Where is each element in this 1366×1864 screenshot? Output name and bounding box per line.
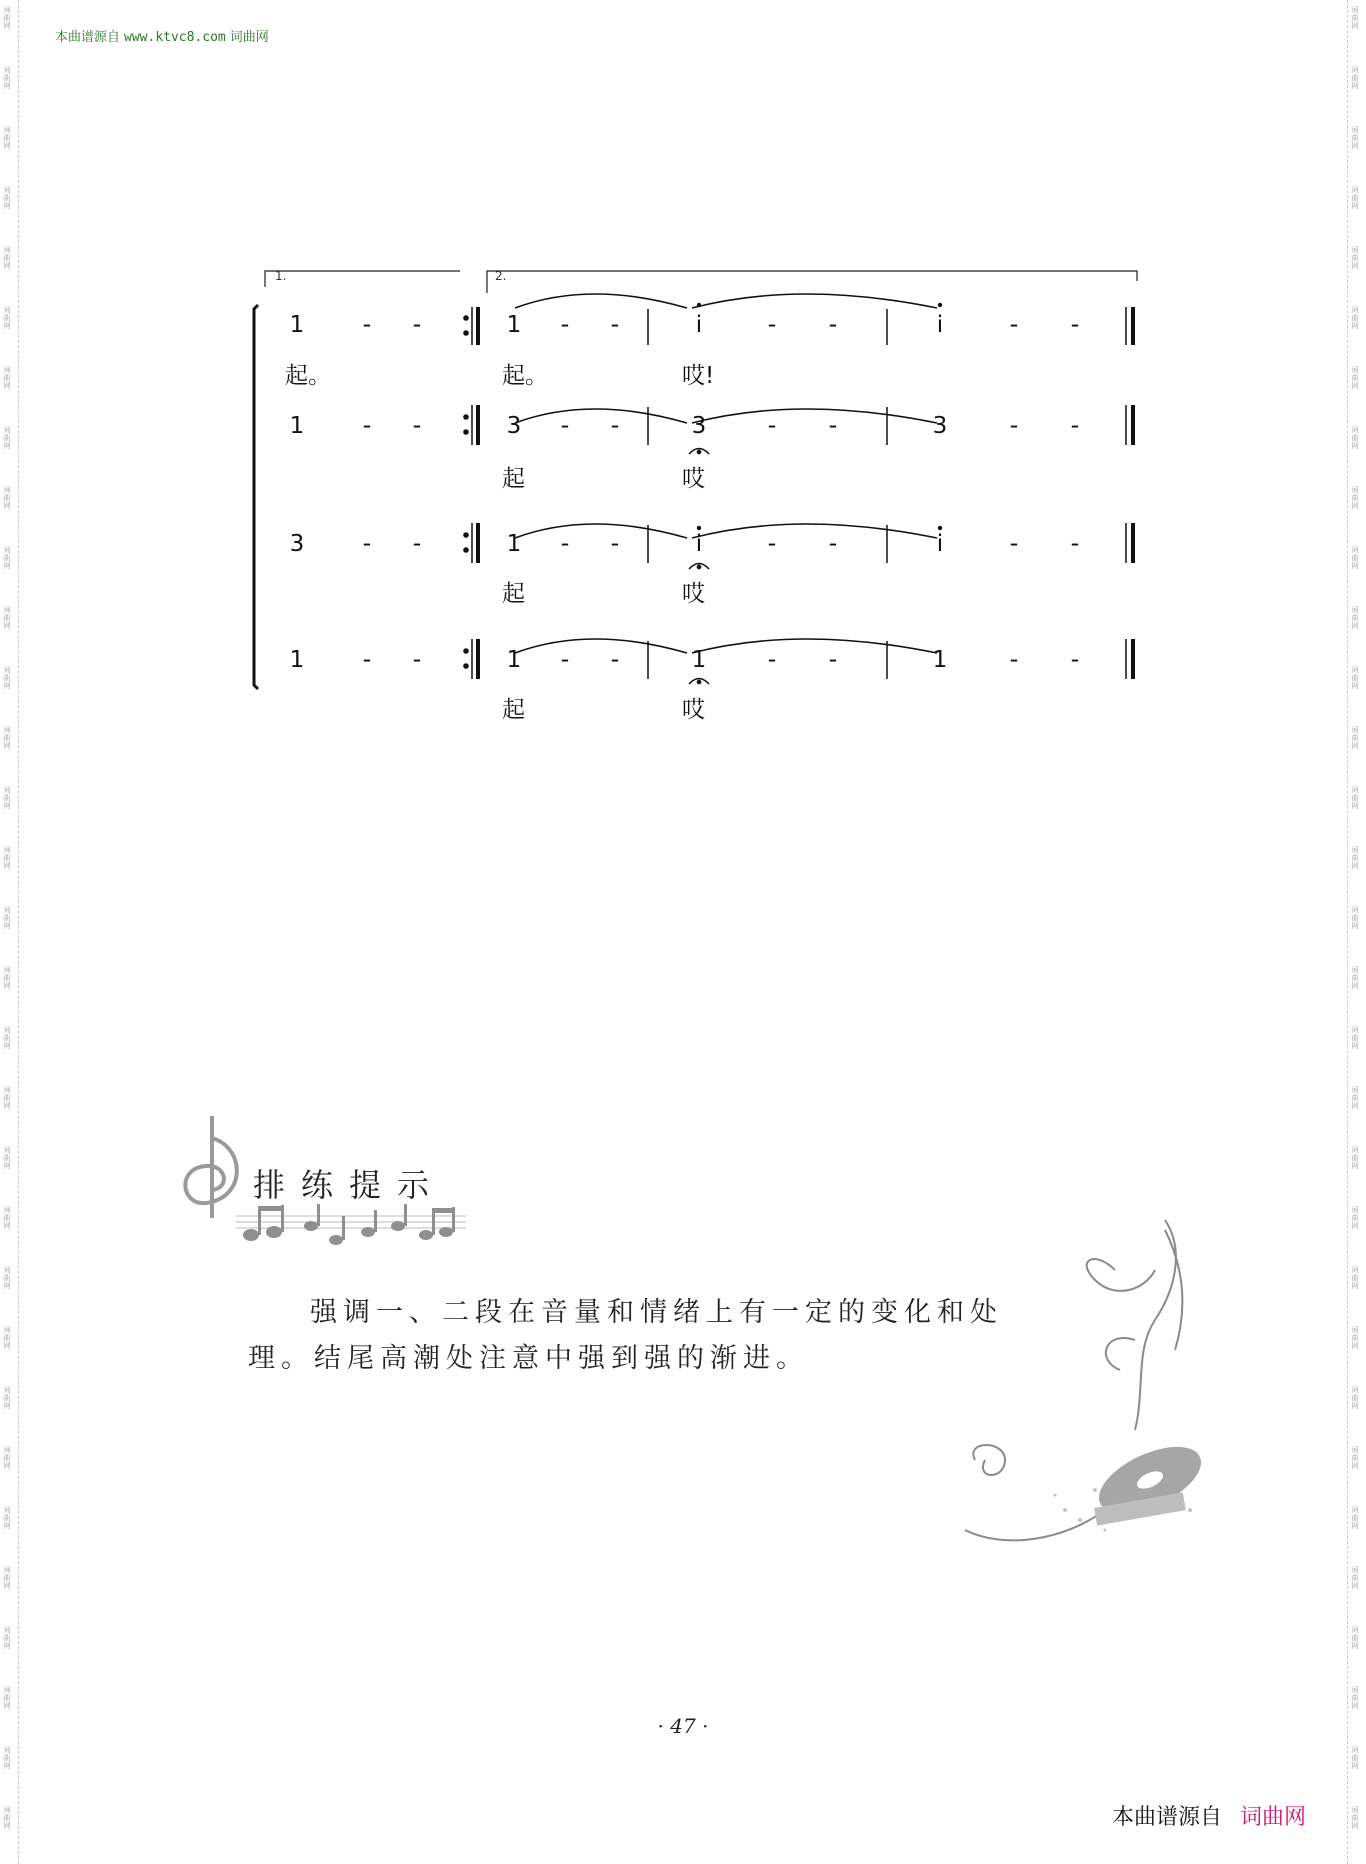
dash: - bbox=[412, 310, 422, 338]
side-watermark-mark: 词曲网 bbox=[3, 1566, 11, 1590]
side-watermark-mark: 词曲网 bbox=[3, 1146, 11, 1170]
lyric: 起 bbox=[502, 697, 525, 723]
volta-1-label: 1. bbox=[275, 269, 287, 283]
lyric: 起 bbox=[502, 466, 525, 492]
side-watermark-mark: 词曲网 bbox=[3, 426, 11, 450]
side-watermark-mark: 词曲网 bbox=[3, 786, 11, 810]
header-site-name: 词曲网 bbox=[229, 30, 269, 45]
dash: - bbox=[412, 411, 422, 439]
tips-title: 排练提示 bbox=[253, 1166, 446, 1204]
side-watermark-mark: 词曲网 bbox=[1351, 1506, 1359, 1530]
lyric: 起。 bbox=[502, 363, 548, 389]
dash: - bbox=[828, 645, 838, 673]
side-watermark-mark: 词曲网 bbox=[3, 846, 11, 870]
volta-2-bracket bbox=[487, 271, 1137, 293]
side-watermark-mark: 词曲网 bbox=[1351, 126, 1359, 150]
side-watermark-mark: 词曲网 bbox=[1351, 606, 1359, 630]
side-watermark-mark: 词曲网 bbox=[3, 1686, 11, 1710]
side-watermark-mark: 词曲网 bbox=[3, 1446, 11, 1470]
dash: - bbox=[560, 411, 570, 439]
side-watermark-mark: 词曲网 bbox=[1351, 966, 1359, 990]
dash: - bbox=[1070, 529, 1080, 557]
side-watermark-mark: 词曲网 bbox=[1351, 1206, 1359, 1230]
side-watermark-mark: 词曲网 bbox=[3, 306, 11, 330]
side-watermark-mark: 词曲网 bbox=[1351, 546, 1359, 570]
dash: - bbox=[767, 529, 777, 557]
side-watermark-mark: 词曲网 bbox=[3, 126, 11, 150]
dash: - bbox=[1009, 310, 1019, 338]
volta-2-label: 2. bbox=[495, 269, 507, 283]
header-site-link[interactable]: www.ktvc8.com bbox=[124, 30, 226, 45]
side-watermark-mark: 词曲网 bbox=[1351, 1086, 1359, 1110]
note: i bbox=[936, 531, 944, 557]
note: 3 bbox=[289, 531, 305, 557]
side-watermark-mark: 词曲网 bbox=[3, 1326, 11, 1350]
note: i bbox=[695, 312, 703, 338]
dash: - bbox=[1070, 310, 1080, 338]
dash: - bbox=[610, 411, 620, 439]
dash: - bbox=[610, 645, 620, 673]
dash: - bbox=[412, 529, 422, 557]
dash: - bbox=[1009, 645, 1019, 673]
page-number: · 47 · bbox=[657, 1714, 709, 1738]
side-watermark-mark: 词曲网 bbox=[1351, 1146, 1359, 1170]
lyric: 起 bbox=[502, 581, 525, 607]
side-watermark-mark: 词曲网 bbox=[1351, 1806, 1359, 1830]
side-watermark-mark: 词曲网 bbox=[3, 1086, 11, 1110]
header-prefix: 本曲谱源自 bbox=[55, 30, 121, 45]
repeat-dots bbox=[463, 315, 469, 669]
side-watermark-mark: 词曲网 bbox=[1351, 66, 1359, 90]
side-watermark-mark: 词曲网 bbox=[1351, 1446, 1359, 1470]
side-watermark-mark: 词曲网 bbox=[1351, 726, 1359, 750]
lyric: 哎 bbox=[682, 581, 705, 607]
side-watermark-mark: 词曲网 bbox=[1351, 666, 1359, 690]
side-watermark-mark: 词曲网 bbox=[1351, 1266, 1359, 1290]
side-watermark-mark: 词曲网 bbox=[3, 246, 11, 270]
side-watermark-mark: 词曲网 bbox=[1351, 246, 1359, 270]
side-watermark-mark: 词曲网 bbox=[1351, 366, 1359, 390]
side-watermark-mark: 词曲网 bbox=[3, 1386, 11, 1410]
footer-brand-link[interactable]: 词曲网 bbox=[1239, 1805, 1306, 1830]
note: 1 bbox=[289, 312, 305, 338]
note: 1 bbox=[289, 413, 305, 439]
side-watermark-mark: 词曲网 bbox=[1351, 486, 1359, 510]
dash: - bbox=[767, 310, 777, 338]
side-watermark-mark: 词曲网 bbox=[3, 606, 11, 630]
side-watermark-mark: 词曲网 bbox=[3, 546, 11, 570]
dash: - bbox=[560, 645, 570, 673]
side-watermark-mark: 词曲网 bbox=[1351, 906, 1359, 930]
dash: - bbox=[610, 529, 620, 557]
note: 1 bbox=[289, 647, 305, 673]
note: i bbox=[695, 531, 703, 557]
side-watermark-mark: 词曲网 bbox=[1351, 1626, 1359, 1650]
dash: - bbox=[560, 310, 570, 338]
dash: - bbox=[1009, 529, 1019, 557]
lyric: 哎 bbox=[682, 466, 705, 492]
side-watermark-mark: 词曲网 bbox=[3, 1026, 11, 1050]
side-watermark-mark: 词曲网 bbox=[3, 1806, 11, 1830]
side-watermark-mark: 词曲网 bbox=[1351, 1326, 1359, 1350]
dash: - bbox=[412, 645, 422, 673]
volta-1-bracket bbox=[265, 271, 460, 287]
side-watermark-mark: 词曲网 bbox=[1351, 1386, 1359, 1410]
side-watermark-mark: 词曲网 bbox=[1351, 786, 1359, 810]
note: 3 bbox=[932, 413, 948, 439]
side-watermark-mark: 词曲网 bbox=[3, 486, 11, 510]
side-watermark-mark: 词曲网 bbox=[3, 1626, 11, 1650]
note: 1 bbox=[932, 647, 948, 673]
dash: - bbox=[1070, 411, 1080, 439]
slurs bbox=[515, 294, 937, 653]
side-watermark-mark: 词曲网 bbox=[1351, 846, 1359, 870]
side-watermark-mark: 词曲网 bbox=[3, 966, 11, 990]
side-watermark-mark: 词曲网 bbox=[1351, 1686, 1359, 1710]
side-watermark-mark: 词曲网 bbox=[1351, 306, 1359, 330]
note: 1 bbox=[506, 647, 522, 673]
dash: - bbox=[362, 310, 372, 338]
side-watermark-mark: 词曲网 bbox=[3, 726, 11, 750]
side-watermark-mark: 词曲网 bbox=[3, 1506, 11, 1530]
side-watermark-mark: 词曲网 bbox=[3, 906, 11, 930]
side-watermark-mark: 词曲网 bbox=[1351, 6, 1359, 30]
side-watermark-mark: 词曲网 bbox=[3, 1746, 11, 1770]
side-watermark-mark: 词曲网 bbox=[3, 666, 11, 690]
dash: - bbox=[767, 411, 777, 439]
source-header bbox=[55, 26, 269, 45]
left-watermark-strip bbox=[2, 0, 19, 1864]
dash: - bbox=[362, 411, 372, 439]
dash: - bbox=[610, 310, 620, 338]
side-watermark-mark: 词曲网 bbox=[3, 66, 11, 90]
note: 3 bbox=[691, 413, 707, 439]
note: 1 bbox=[506, 312, 522, 338]
system-bracket bbox=[254, 305, 258, 689]
side-watermark-mark: 词曲网 bbox=[3, 366, 11, 390]
music-score bbox=[240, 265, 1140, 735]
side-watermark-mark: 词曲网 bbox=[3, 1266, 11, 1290]
tips-line-2: 理。结尾高潮处注意中强到强的渐进。 bbox=[248, 1343, 809, 1374]
tips-line-1: 强调一、二段在音量和情绪上有一定的变化和处 bbox=[310, 1297, 1003, 1328]
lyric: 哎 bbox=[682, 697, 705, 723]
side-watermark-mark: 词曲网 bbox=[3, 6, 11, 30]
side-watermark-mark: 词曲网 bbox=[3, 1206, 11, 1230]
dash: - bbox=[1070, 645, 1080, 673]
dash: - bbox=[828, 411, 838, 439]
dash: - bbox=[1009, 411, 1019, 439]
side-watermark-mark: 词曲网 bbox=[1351, 186, 1359, 210]
dash: - bbox=[362, 529, 372, 557]
dash: - bbox=[362, 645, 372, 673]
dash: - bbox=[828, 310, 838, 338]
side-watermark-mark: 词曲网 bbox=[3, 186, 11, 210]
dash: - bbox=[828, 529, 838, 557]
note: 1 bbox=[691, 647, 707, 673]
dash: - bbox=[767, 645, 777, 673]
lyric: 哎! bbox=[682, 363, 715, 389]
dash: - bbox=[560, 529, 570, 557]
note: 3 bbox=[506, 413, 522, 439]
lyric: 起。 bbox=[285, 363, 331, 389]
right-watermark-strip bbox=[1347, 0, 1364, 1864]
decorative-lute-ornament bbox=[945, 1210, 1245, 1550]
source-footer bbox=[1112, 1800, 1306, 1831]
side-watermark-mark: 词曲网 bbox=[1351, 1746, 1359, 1770]
note: 1 bbox=[506, 531, 522, 557]
note: i bbox=[936, 312, 944, 338]
footer-prefix: 本曲谱源自 bbox=[1111, 1805, 1222, 1830]
side-watermark-mark: 词曲网 bbox=[1351, 426, 1359, 450]
side-watermark-mark: 词曲网 bbox=[1351, 1026, 1359, 1050]
side-watermark-mark: 词曲网 bbox=[1351, 1566, 1359, 1590]
barlines bbox=[472, 307, 1133, 679]
